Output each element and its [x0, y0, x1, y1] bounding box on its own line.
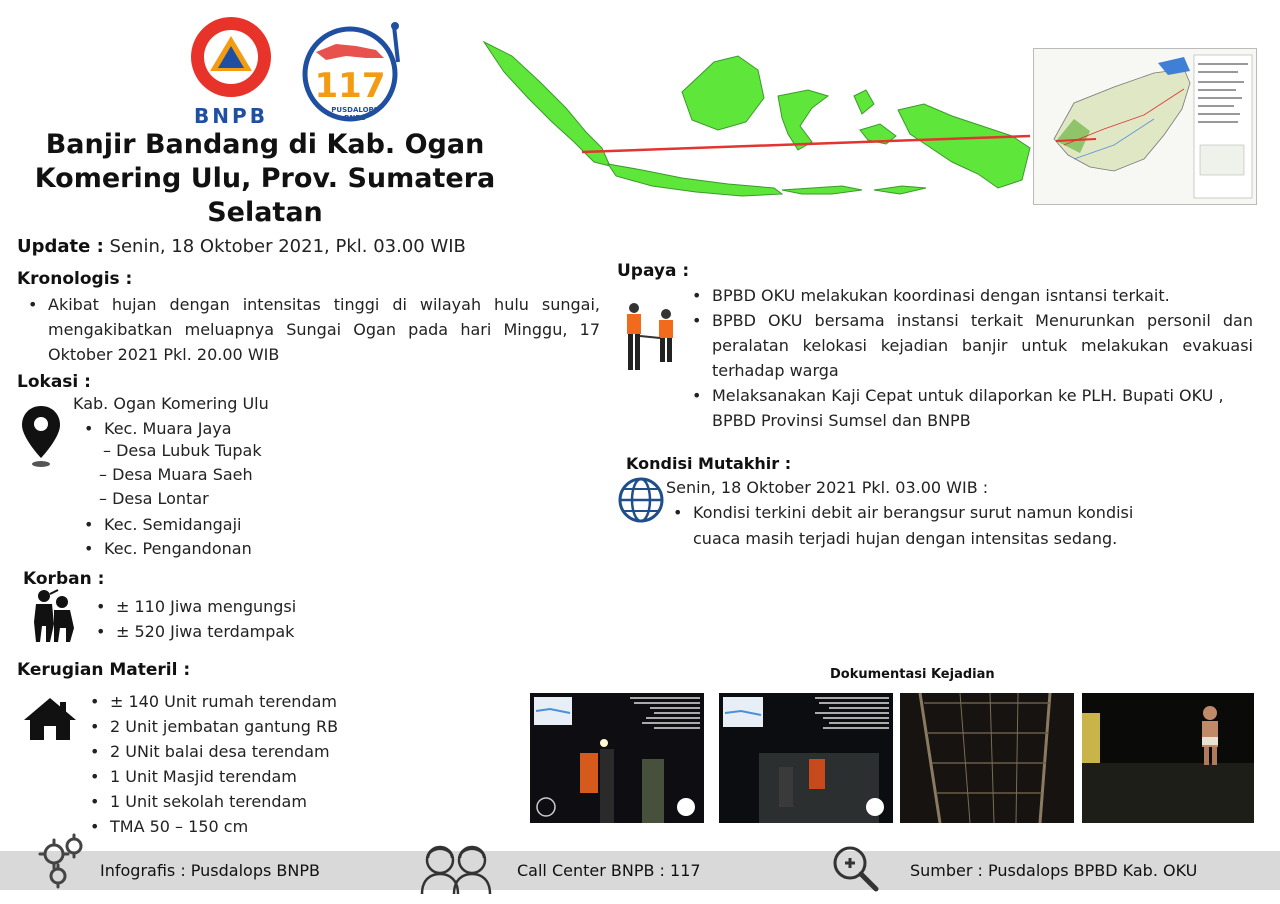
lokasi-desa-1: – Desa Lubuk Tupak	[103, 441, 262, 460]
kerugian-item: • TMA 50 – 150 cm	[110, 814, 338, 839]
update-value: Senin, 18 Oktober 2021, Pkl. 03.00 WIB	[109, 236, 466, 257]
documentation-photo-3	[900, 693, 1074, 823]
title-line-1: Banjir Bandang di Kab. Ogan	[45, 129, 485, 160]
house-icon	[22, 696, 78, 746]
pusdalops-117-logo	[296, 22, 408, 122]
indonesia-map-graphic	[482, 38, 1032, 203]
kronologis-item: • Akibat hujan dengan intensitas tinggi di wilayah hulu sungai, mengakibatkan meluapnya Sungai Ogan pada hari Minggu, 17 Oktober 2021 Pkl. 20.00 WIB	[48, 292, 600, 367]
location-pin-icon	[20, 404, 62, 474]
kondisi-heading: Kondisi Mutakhir :	[626, 454, 792, 473]
lokasi-kec-2: • Kec. Semidangaji	[104, 512, 252, 537]
footer-call-center: Call Center BNPB : 117	[517, 861, 701, 880]
update-line	[17, 236, 466, 257]
kerugian-heading: Kerugian Materil :	[17, 660, 191, 680]
kerugian-item: • 1 Unit Masjid terendam	[110, 764, 338, 789]
search-health-icon	[832, 845, 880, 897]
lokasi-heading: Lokasi :	[17, 372, 91, 392]
korban-heading: Korban :	[23, 569, 105, 589]
indonesia-map	[482, 38, 1032, 203]
documentation-photo-1	[530, 693, 704, 823]
kerugian-item: • 2 Unit jembatan gantung RB	[110, 714, 338, 739]
rescue-workers-icon	[620, 300, 682, 378]
footer-infografis: Infografis : Pusdalops BNPB	[100, 861, 320, 880]
lokasi-list-2	[82, 512, 252, 561]
call-number-text: 117	[314, 66, 386, 106]
lokasi-desa-3: – Desa Lontar	[99, 489, 209, 508]
korban-list	[116, 594, 296, 644]
call-center-people-icon	[418, 842, 494, 898]
lokasi-desa-2: – Desa Muara Saeh	[99, 465, 253, 484]
page-title	[20, 128, 510, 230]
kerugian-item: • 1 Unit sekolah terendam	[110, 789, 338, 814]
korban-item-1: • ± 110 Jiwa mengungsi	[116, 594, 296, 619]
kronologis-section	[27, 292, 600, 367]
footer-sumber: Sumber : Pusdalops BPBD Kab. OKU	[910, 861, 1198, 880]
kondisi-date: Senin, 18 Oktober 2021 Pkl. 03.00 WIB :	[666, 478, 989, 497]
kerugian-item: • 2 UNit balai desa terendam	[110, 739, 338, 764]
documentation-photo-2	[719, 693, 893, 823]
upaya-item: • Melaksanakan Kaji Cepat untuk dilaporkan ke PLH. Bupati OKU , BPBD Provinsi Sumsel dan BNPB	[712, 383, 1253, 433]
dokumentasi-title: Dokumentasi Kejadian	[830, 667, 995, 682]
upaya-list	[690, 283, 1253, 433]
korban-item-2: • ± 520 Jiwa terdampak	[116, 619, 296, 644]
lokasi-kabupaten: Kab. Ogan Komering Ulu	[73, 394, 269, 413]
upaya-item: • BPBD OKU melakukan koordinasi dengan isntansi terkait.	[712, 283, 1253, 308]
lokasi-list	[82, 416, 232, 441]
upaya-item: • BPBD OKU bersama instansi terkait Menurunkan personil dan peralatan kelokasi kejadian banjir untuk melakukan evakuasi terhadap warga	[712, 308, 1253, 383]
title-line-3: Selatan	[207, 197, 323, 228]
lokasi-kec-3: • Kec. Pengandonan	[104, 536, 252, 561]
title-line-2: Komering Ulu, Prov. Sumatera	[34, 163, 496, 194]
regional-map	[1033, 48, 1257, 205]
regional-map-graphic	[1034, 49, 1256, 204]
kerugian-item: • ± 140 Unit rumah terendam	[110, 689, 338, 714]
kondisi-item: • Kondisi terkini debit air berangsur surut namun kondisi cuaca masih terjadi hujan dengan intensitas sedang.	[693, 500, 1142, 552]
evacuees-icon	[30, 588, 76, 648]
globe-icon	[617, 476, 665, 528]
gears-icon	[36, 832, 92, 894]
lokasi-kec-1: • Kec. Muara Jaya	[104, 416, 232, 441]
update-label: Update :	[17, 236, 104, 257]
bnpb-logo-text: BNPB	[194, 104, 268, 128]
bnpb-emblem-icon	[186, 16, 276, 98]
kronologis-heading: Kronologis :	[17, 269, 133, 289]
documentation-photo-4	[1082, 693, 1254, 823]
bnpb-logo	[186, 16, 276, 126]
kerugian-list	[110, 689, 338, 839]
kondisi-list	[672, 500, 1142, 552]
pusdalops-text: PUSDALOPS BNPB	[331, 106, 379, 122]
upaya-heading: Upaya :	[617, 261, 690, 281]
